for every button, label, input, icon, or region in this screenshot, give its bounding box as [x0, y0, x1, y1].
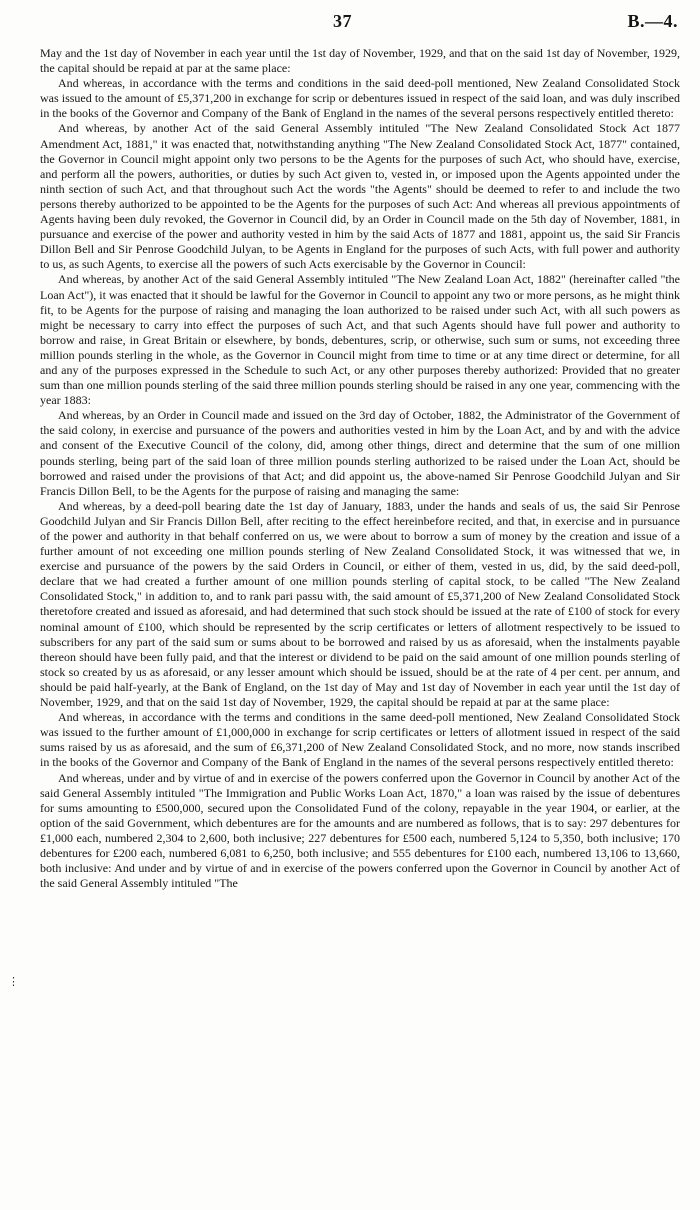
body-text — [40, 46, 680, 891]
paragraph-stock-issued: And whereas, in accordance with the terms and conditions in the said deed-poll mentioned, New Zealand Consolidated Stock was issued to the amount of £5,371,200 in exchange for scrip or debentures issued in respect of the said loan, and was duly inscribed in the books of the Governor and Company of the Bank of England in the names of the several persons respectively entitled thereto: — [40, 76, 680, 121]
page-header — [0, 11, 700, 37]
margin-annotation: ⋮ — [8, 976, 19, 988]
paragraph-further-stock-issued: And whereas, in accordance with the terms and conditions in the same deed-poll mentioned, New Zealand Consolidated Stock was issued to the further amount of £1,000,000 in exchange for scrip certificates or letters of allotment issued in respect of the said sums raised by us as aforesaid, and the sum of £6,371,200 of New Zealand Consolidated Stock, and no more, now stands inscribed in the books of the Governor and Company of the Bank of England in the names of the several persons respectively entitled thereto: — [40, 710, 680, 770]
paragraph-continuation: May and the 1st day of November in each year until the 1st day of November, 1929, and that on the said 1st day of November, 1929, the capital should be repaid at par at the same place: — [40, 46, 680, 76]
paper-reference: B.—4. — [627, 11, 678, 31]
paragraph-immigration-loan-1870: And whereas, under and by virtue of and in exercise of the powers conferred upon the Governor in Council by another Act of the said General Assembly intituled "The Immigration and Public Works Loan Act, 1870," a loan was raised by the issue of debentures for sums amounting to £500,000, secured upon the Consolidated Fund of the colony, repayable in the year 1904, or earlier, at the option of the said Government, which debentures are for the amounts and are numbered as follows, that is to say: 297 debentures for £1,000 each, numbered 2,304 to 2,600, both inclusive; 227 debentures for £500 each, numbered 5,124 to 5,350, both inclusive; 170 debentures for £200 each, numbered 6,081 to 6,250, both inclusive; and 555 debentures for £100 each, numbered 13,106 to 13,660, both inclusive: And under and by virtue of and in exercise of the powers conferred upon the Governor in Council by another Act of the said General Assembly intituled "The — [40, 770, 680, 891]
page-number: 37 — [333, 11, 352, 31]
paragraph-order-in-council-1882: And whereas, by an Order in Council made and issued on the 3rd day of October, 1882, the Administrator of the Government of the said colony, in exercise and pursuance of the powers and authorities vested in him by the Loan Act, and by and with the advice and consent of the Executive Council of the colony, did, among other things, direct and determine that the sum of one million pounds sterling, being part of the said loan of three million pounds sterling authorized to be raised under the Loan Act, should be borrowed and raised under the provisions of that Act; and did appoint us, the above-named Sir Penrose Goodchild Julyan and Sir Francis Dillon Bell, to be the Agents for the purpose of raising and managing the same: — [40, 408, 680, 498]
paragraph-amendment-act-1881: And whereas, by another Act of the said General Assembly intituled "The New Zealand Consolidated Stock Act 1877 Amendment Act, 1881," it was enacted that, notwithstanding anything "The New Zealand Consolidated Stock Act, 1877" contained, the Governor in Council might appoint only two persons to be the Agents for the purposes of such Act, who should have, exercise, and perform all the powers, authorities, or duties by such Act given to, vested in, or imposed upon the Agents appointed under the ninth section of such Act, and that throughout such Act the words "the Agents" should be deemed to refer to and include the two persons thereby authorized to be appointed to be the Agents for the purposes of such Act: And whereas all previous appointments of Agents having been duly revoked, the Governor in Council did, by an Order in Council made on the 5th day of November, 1881, in pursuance and exercise of the power and authority vested in him by the said Acts of 1877 and 1881, appoint us, the said Sir Francis Dillon Bell and Sir Penrose Goodchild Julyan, to be Agents in England for the purposes of such Acts, with full power and authority to us, as such Agents, to exercise all the powers of such Acts exercisable by the Governor in Council: — [40, 121, 680, 272]
paragraph-loan-act-1882: And whereas, by another Act of the said General Assembly intituled "The New Zealand Loan Act, 1882" (hereinafter called "the Loan Act"), it was enacted that it should be lawful for the Governor in Council to appoint any two or more persons, as he might think fit, to be Agents for the purpose of raising and managing the loan authorized to be raised under such Act, with all such powers as might be necessary to carry into effect the purposes of such Act, and that such Agents should have full power and authority to borrow and raise, in Great Britain or elsewhere, by bonds, debentures, scrip, or otherwise, such sum or sums, not exceeding three million pounds sterling in the whole, as the Governor in Council might from time to time or at any time direct or determine, for all and any of the purposes expressed in the Schedule to such Act, or any other purposes thereby authorized: Provided that no greater sum than one million pounds sterling of the said three million pounds sterling should be raised in any one year, commencing with the year 1883: — [40, 272, 680, 408]
paragraph-deed-poll-1883: And whereas, by a deed-poll bearing date the 1st day of January, 1883, under the hands and seals of us, the said Sir Penrose Goodchild Julyan and Sir Francis Dillon Bell, after reciting to the effect hereinbefore recited, and that, in exercise and in pursuance of the power and authority in that behalf conferred on us, we were about to borrow a sum of money by the creation and issue of a further amount of not exceeding one million pounds sterling of New Zealand Consolidated Stock, it was witnessed that we, in exercise and pursuance of the powers by the said Orders in Council, or either of them, vested in us, did, by the said deed-poll, declare that we had created a further amount of one million pounds sterling of capital stock, to be called "The New Zealand Consolidated Stock," in addition to, and to rank pari passu with, the said amount of £5,371,200 of New Zealand Consolidated Stock theretofore created and issued as aforesaid, and had determined that such stock should be issued at the rate of £100 of stock for every nominal amount of £100, which should be represented by the scrip certificates or letters of allotment respectively to be issued to subscribers for any part of the said sum or sums about to be borrowed and raised by us as aforesaid, when the instalments payable thereon should have been fully paid, and that the interest or dividend to be paid on the said amount of one million pounds sterling of stock so created by us as aforesaid, or any lesser amount which should be issued, should be at the rate of 4 per cent. per annum, and should be paid half-yearly, at the Bank of England, on the 1st day of May and 1st day of November in each year until the 1st day of November, 1929, and that on the said 1st day of November, 1929, the capital should be repaid at par at the same place: — [40, 498, 680, 710]
